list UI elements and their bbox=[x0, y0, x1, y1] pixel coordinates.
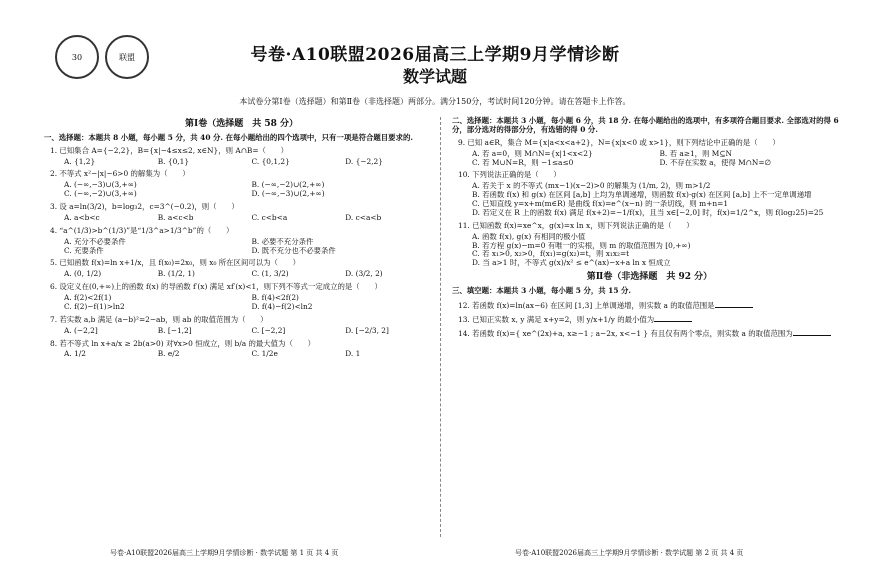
header bbox=[0, 0, 870, 130]
question-1: 1. 已知集合 A={−2,2}，B={x|−4≤x≤2, x∈N}，则 A∩B=（ ） bbox=[50, 145, 289, 155]
option: C. (1, 3/2) bbox=[251, 270, 289, 279]
option: A. 若关于 x 的不等式 (mx−1)(x−2)>0 的解集为 (1/m, 2)，则 m>1/2 bbox=[472, 182, 711, 191]
question-7-options bbox=[64, 327, 439, 336]
option: A. 函数 f(x), g(x) 有相同的极小值 bbox=[472, 232, 586, 241]
exam-intro: 本试卷分第Ⅰ卷（选择题）和第Ⅱ卷（非选择题）两部分。满分150分，考试时间120分钟。请在答题卡上作答。 bbox=[239, 97, 631, 106]
option: C. [−2,2] bbox=[251, 326, 286, 335]
option: C. 若 M∪N=R，则 −1≤a≤0 bbox=[472, 158, 574, 167]
question-6-options bbox=[64, 294, 439, 312]
option: B. [−1,2] bbox=[157, 326, 192, 335]
question-10-options bbox=[472, 182, 847, 218]
section3-instructions: 三、填空题：本题共 3 小题，每小题 5 分，共 15 分. bbox=[452, 285, 632, 295]
option: D. 不存在实数 a，使得 M∩N=∅ bbox=[659, 158, 771, 167]
option: C. 1/2e bbox=[251, 350, 278, 359]
option: A. (−∞,−3)∪(3,+∞) bbox=[64, 181, 137, 190]
option: A. 充分不必要条件 bbox=[64, 237, 126, 246]
option: A. (0, 1/2) bbox=[64, 270, 102, 279]
option: B. 若函数 f(x) 和 g(x) 在区间 [a,b] 上均为单调递增，则函数 f(x)·g(x) 在区间 [a,b] 上不一定单调递增 bbox=[472, 191, 812, 200]
question-6: 6. 设定义在(0,+∞)上的函数 f(x) 的导函数 f′(x) 满足 xf′(x)<1，则下列不等式一定成立的是（ ） bbox=[50, 282, 382, 292]
right-column bbox=[452, 117, 847, 339]
question-10: 10. 下列说法正确的是（ ） bbox=[458, 170, 561, 180]
question-3-options bbox=[64, 214, 439, 223]
option: B. f(4)<2f(2) bbox=[251, 294, 299, 303]
part2-title: 第Ⅱ卷（非选择题 共 92 分） bbox=[586, 272, 713, 283]
option: A. f(2)<2f(1) bbox=[64, 294, 112, 303]
part1-title: 第Ⅰ卷（选择题 共 58 分） bbox=[184, 119, 298, 129]
option: B. e/2 bbox=[157, 350, 180, 359]
answer-blank bbox=[715, 300, 753, 308]
question-12 bbox=[458, 300, 847, 311]
option: C. c<b<a bbox=[251, 213, 288, 222]
column-divider bbox=[440, 117, 441, 537]
option: B. 若方程 g(x)−m=0 有唯一的实根，则 m 的取值范围为 [0,+∞) bbox=[472, 241, 691, 250]
option: C. 充要条件 bbox=[64, 246, 104, 255]
option: D. 当 a>1 时，不等式 g(x)/x² ≤ e^(ax)−x+a ln x 恒成立 bbox=[472, 259, 671, 268]
question-5: 5. 已知函数 f(x)=ln x+1/x，且 f(x₀)=2x₀，则 x₀ 所在区间可以为（ ） bbox=[50, 258, 301, 268]
seal-anniversary-text: 30 bbox=[71, 52, 83, 62]
question-13 bbox=[458, 314, 847, 325]
option: D. 既不充分也不必要条件 bbox=[251, 246, 336, 255]
option: D. (3/2, 2) bbox=[345, 270, 383, 279]
question-11-options bbox=[472, 233, 847, 269]
option: C. f(2)−f(1)>ln2 bbox=[64, 302, 125, 311]
answer-blank bbox=[793, 328, 831, 336]
footer-left: 号卷·A10联盟2026届高三上学期9月学情诊断 · 数学试题 第 1 页 共 4 页 bbox=[110, 549, 339, 557]
question-7: 7. 若实数 a,b 满足 (a−b)²=2−ab，则 ab 的取值范围为（ ） bbox=[50, 314, 268, 324]
exam-subtitle: 数学试题 bbox=[402, 67, 467, 86]
option: A. {1,2} bbox=[64, 157, 96, 166]
option: D. c<a<b bbox=[345, 213, 382, 222]
answer-blank bbox=[654, 314, 692, 322]
option: C. 若 x₁>0, x₂>0，f(x₁)=g(x₂)=t，则 x₁x₂=t bbox=[472, 250, 630, 259]
option: D. f(4)−f(2)<ln2 bbox=[251, 302, 313, 311]
exam-title: 号卷·A10联盟2026届高三上学期9月学情诊断 bbox=[250, 45, 620, 65]
seal-alliance-text: 联盟 bbox=[119, 52, 135, 62]
question-2-options bbox=[64, 181, 439, 199]
question-4-options bbox=[64, 238, 439, 256]
question-14 bbox=[458, 328, 847, 339]
option: C. (−∞,−2)∪(3,+∞) bbox=[64, 190, 137, 199]
question-2: 2. 不等式 x²−|x|−6>0 的解集为（ ） bbox=[50, 169, 190, 179]
question-12-text: 12. 若函数 f(x)=ln(ax−6) 在区间 [1,3] 上单调递增，则实数 a 的取值范围是 bbox=[458, 300, 715, 310]
question-13-text: 13. 已知正实数 x, y 满足 x+y=2，则 y/x+1/y 的最小值为 bbox=[458, 314, 655, 324]
option: A. (−2,2] bbox=[64, 326, 98, 335]
option: A. a<b<c bbox=[64, 213, 100, 222]
option: D. {−2,2} bbox=[345, 157, 383, 166]
question-1-options bbox=[64, 158, 439, 167]
section2-instructions: 二、选择题：本题共 3 小题，每小题 6 分，共 18 分. 在每小题给出的选项中，有多项符合题目要求. 全部选对的得 6 分，部分选对的得部分分，有选错的得 0 分. bbox=[452, 116, 839, 134]
question-5-options bbox=[64, 270, 439, 279]
left-column bbox=[44, 117, 439, 363]
option: B. {0,1} bbox=[157, 157, 190, 166]
question-8-options bbox=[64, 350, 439, 359]
option: A. 1/2 bbox=[64, 350, 86, 359]
section1-instructions: 一、选择题：本题共 8 小题，每小题 5 分，共 40 分. 在每小题给出的四个选项中，只有一项是符合题目要求的. bbox=[44, 132, 413, 142]
option: C. {0,1,2} bbox=[251, 157, 290, 166]
option: D. 若定义在 R 上的函数 f(x) 满足 f(x+2)=−1/f(x)，且当 x∈[−2,0] 时，f(x)=1/2^x，则 f(log₂25)=25 bbox=[472, 208, 824, 217]
question-9: 9. 已知 a∈R，集合 M={x|a<x<a+2}，N={x|x<0 或 x>1}，则下列结论中正确的是（ ） bbox=[458, 137, 780, 147]
question-4: 4. “a^(1/3)>b^(1/3)”是“1/3^a>1/3^b”的（ ） bbox=[50, 225, 234, 235]
option: B. 若 a≥1，则 M⊆N bbox=[659, 149, 733, 158]
option: B. (−∞,−2)∪(2,+∞) bbox=[251, 181, 325, 190]
option: B. 必要不充分条件 bbox=[251, 237, 314, 246]
option: B. a<c<b bbox=[157, 213, 194, 222]
option: C. 已知直线 y=x+m(m∈R) 是曲线 f(x)=e^(x−n) 的一条切线，则 m+n=1 bbox=[472, 200, 729, 208]
option: B. (1/2, 1) bbox=[157, 270, 195, 279]
question-3: 3. 设 a=ln(3/2)，b=log₃2，c=3^(−0.2)，则（ ） bbox=[50, 202, 239, 212]
option: D. 1 bbox=[345, 350, 361, 359]
footer-right: 号卷·A10联盟2026届高三上学期9月学情诊断 · 数学试题 第 2 页 共 4 页 bbox=[515, 549, 744, 557]
question-9-options bbox=[472, 150, 847, 168]
option: A. 若 a=0，则 M∩N={x|1<x<2} bbox=[472, 149, 593, 158]
option: D. [−2/3, 2] bbox=[345, 326, 389, 335]
option: D. (−∞,−3)∪(2,+∞) bbox=[251, 190, 325, 199]
question-8: 8. 若不等式 ln x+a/x ≥ 2b(a>0) 对∀x>0 恒成立，则 b/a 的最大值为（ ） bbox=[50, 338, 316, 348]
question-14-text: 14. 若函数 f(x)={ xe^(2x)+a, x≥−1 ; a−2x, x<−1 } 有且仅有两个零点，则实数 a 的取值范围为 bbox=[458, 328, 793, 338]
question-11: 11. 已知函数 f(x)=xe^x，g(x)=x ln x，则下列说法正确的是（ ） bbox=[458, 220, 694, 230]
